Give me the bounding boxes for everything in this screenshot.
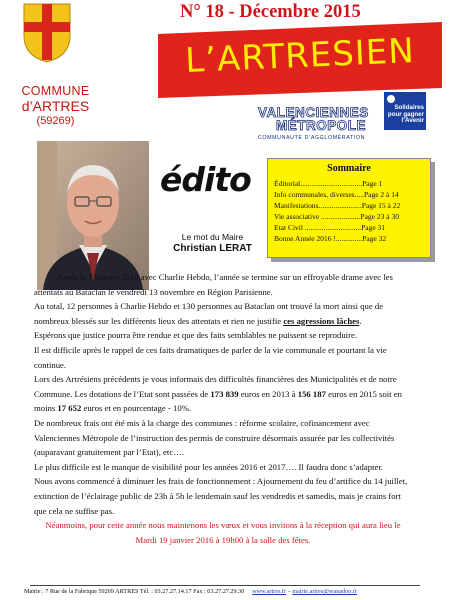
commune-line2: d’ARTRES xyxy=(21,98,90,114)
toc-item: Bonne Année 2016 !..............Page 32 xyxy=(274,234,387,243)
paragraph: Après le 7 janvier 2015 avec Charlie Hebdo, l’année se termine sur un effroyable drame avec les attentats au Bataclan le vendredi 13 novembre en Région Parisienne. xyxy=(34,272,393,297)
toc-item: Etat Civil ..............................Page 31 xyxy=(274,223,386,232)
paragraph: De nombreux frais ont été mis à la charge des communes : réforme scolaire, cofinancement avec Valenciennes Métropole de l’instruction des permis de construire désormais assurée par les collectivités (auparavant gratuitement par l’Etat), etc…. xyxy=(34,417,395,458)
mayor-portrait xyxy=(37,141,149,290)
email-link[interactable]: mairie.artres@wanadoo.fr xyxy=(292,588,358,595)
paragraph-text: euros en 2015 soit en moins xyxy=(34,388,402,414)
editorial-body xyxy=(34,270,412,547)
paragraph-text: Lors des Artrésiens précédents je vous informais des difficultés financières des Municipalités et de notre Commune. Les dotations de l’Etat sont passées de xyxy=(34,374,397,399)
paragraph-text: Au total, 12 personnes à Charlie Hebdo et 130 personnes au Bataclan ont trouvé la mort ainsi que de nombreux blessés sur les différents lieux des attentats et rien ne justifie xyxy=(34,301,384,326)
footer-separator: – xyxy=(287,588,291,595)
paragraph-text: euros et en pourcentage - 10%. xyxy=(81,403,192,414)
toc-title: Sommaire xyxy=(327,163,371,174)
paragraph-text: euros en 2013 à xyxy=(238,388,298,399)
paragraph: Le plus difficile est le manque de visibilité pour les années 2016 et 2017…. Il faudra donc s’adapter. xyxy=(34,461,383,472)
commune-line3: (59269) xyxy=(36,115,75,127)
footer xyxy=(24,588,434,595)
partner-logo xyxy=(258,106,382,152)
commune-crest-logo xyxy=(22,2,72,64)
paragraph-text: . xyxy=(359,315,362,326)
commune-name xyxy=(18,84,93,129)
amount-2013: 173 839 xyxy=(210,388,239,399)
paragraph: Espérons que justice pourra être rendue et que des faits semblables ne puissent se reproduire. xyxy=(34,330,358,341)
newsletter-title: L’ARTRESIEN xyxy=(184,31,416,81)
table-of-contents xyxy=(267,158,431,258)
paragraph: Nous avons commencé à diminuer les frais de fonctionnement : Ajournement du feu d’artifice du 14 juillet, extinction de l’éclairage public de 23h à 5h le lendemain sauf les vendredis et samedis, mais je crains fort que cela ne suffise pas. xyxy=(34,476,408,516)
mayor-caption-label: Le mot du Maire xyxy=(181,232,244,242)
footer-address: Mairie : 7 Rue de la Fabrique 59269 ARTRES Tél. : 03.27.27.14.17 Fax : 03.27.27.29.30 xyxy=(24,588,245,595)
issue-number: N° 18 - Décembre 2015 xyxy=(180,2,361,22)
partner-name-line3: COMMUNAUTÉ D’AGGLOMÉRATION xyxy=(258,135,366,141)
website-link[interactable]: www.artres.fr xyxy=(252,588,287,595)
partner-name-line1: VALENCIENNES xyxy=(258,105,369,120)
partner-badge-text: Solidaires pour gagner l’Avenir xyxy=(387,104,424,125)
partner-name-line2: MÉTROPOLE xyxy=(276,118,367,133)
paragraph xyxy=(34,372,412,416)
paragraph: Il est difficile après le rappel de ces faits dramatiques de parler de la vie communale et pourtant la vie continue. xyxy=(34,344,387,370)
badge-dot-icon xyxy=(387,95,395,103)
invitation-paragraph: Néanmoins, pour cette année nous maintenons les vœux et vous invitons à la réception qui aura lieu le Mardi 19 janvier 2016 à 19h00 à la salle des fêtes. xyxy=(45,520,401,545)
edito-heading: édito xyxy=(160,160,251,199)
commune-line1: COMMUNE xyxy=(21,84,90,98)
toc-item: Manifestations.......................Page 15 à 22 xyxy=(274,201,401,210)
highlight-text: ces agressions lâches xyxy=(283,315,360,326)
amount-2015: 156 187 xyxy=(297,388,326,399)
toc-item: Éditorial.................................Page 1 xyxy=(274,179,383,188)
paragraph xyxy=(34,299,412,328)
mayor-caption xyxy=(150,231,275,255)
amount-diff: 17 652 xyxy=(57,403,82,414)
toc-item: Info communales, diverses.....Page 2 à 14 xyxy=(274,190,399,199)
partner-badge xyxy=(384,92,426,130)
toc-item: Vie associative .....................Page 23 à 30 xyxy=(274,212,399,221)
footer-divider xyxy=(30,585,420,586)
mayor-name: Christian LERAT xyxy=(173,243,252,254)
